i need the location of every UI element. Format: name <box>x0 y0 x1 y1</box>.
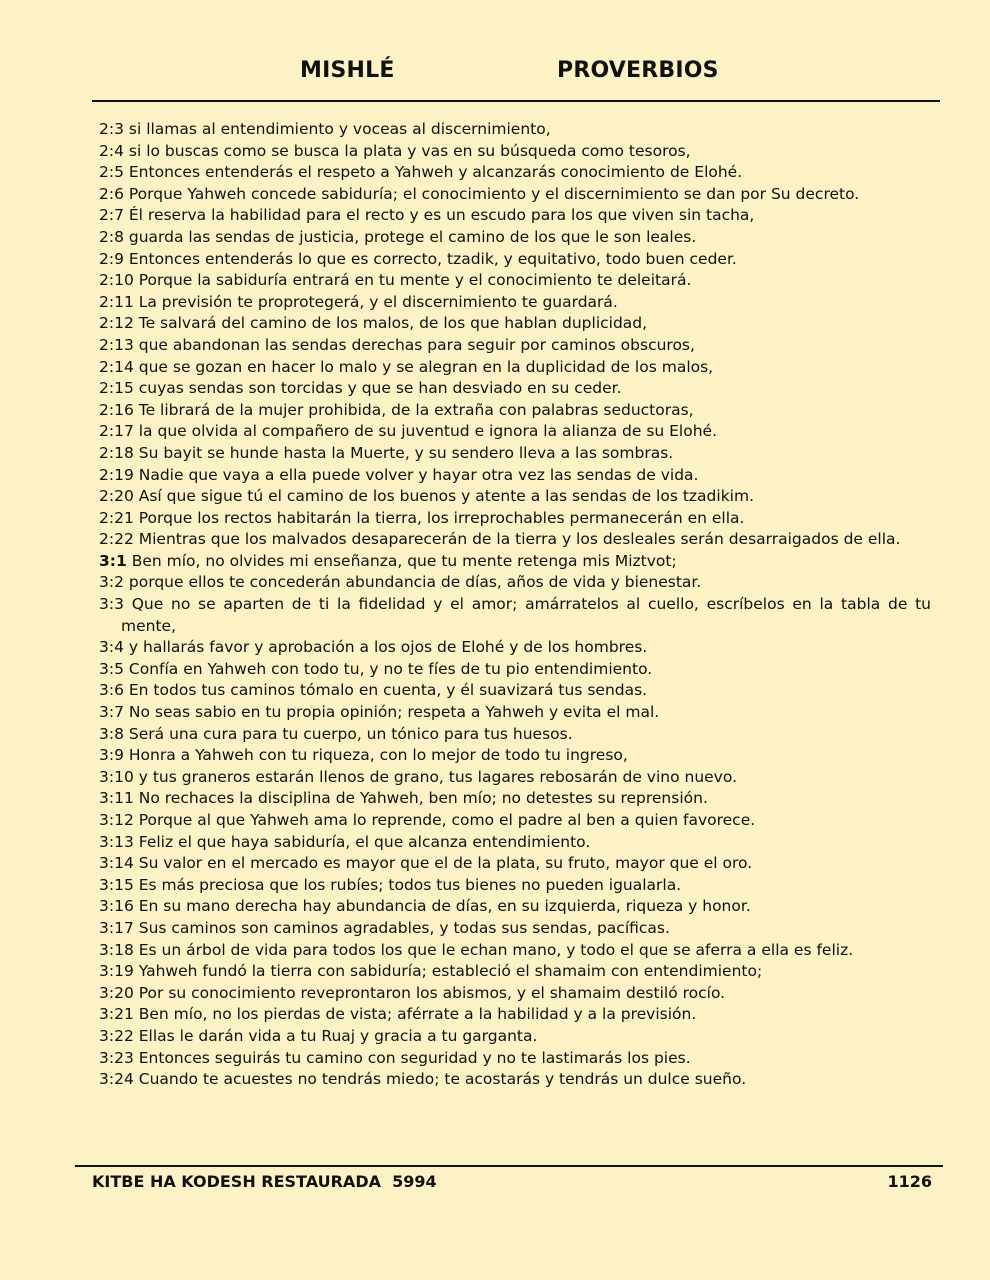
verse-text: Es un árbol de vida para todos los que le echan mano, y todo el que se aferra a ella es feliz. <box>138 940 854 959</box>
verse-text: y hallarás favor y aprobación a los ojos de Elohé y de los hombres. <box>128 638 648 657</box>
verse-ref: 2:18 <box>99 443 134 462</box>
verse-ref: 3:11 <box>99 789 134 808</box>
verse-ref: 3:17 <box>99 918 134 937</box>
verse-item <box>99 292 931 314</box>
verse-item <box>99 357 931 379</box>
verse-item <box>99 313 931 335</box>
verse-ref: 3:14 <box>99 854 134 873</box>
verse-ref: 3:15 <box>99 875 134 894</box>
verse-ref: 3:22 <box>99 1026 134 1045</box>
verse-text: Entonces entenderás lo que es correcto, tzadik, y equitativo, todo buen ceder. <box>128 249 737 268</box>
verse-text: Cuando te acuestes no tendrás miedo; te acostarás y tendrás un dulce sueño. <box>138 1070 747 1089</box>
verse-text: guarda las sendas de justicia, protege el camino de los que le son leales. <box>128 227 697 246</box>
verse-ref: 2:17 <box>99 422 134 441</box>
verse-text: Ben mío, no los pierdas de vista; aférrate a la habilidad y a la previsión. <box>138 1005 697 1024</box>
header-divider <box>92 100 940 102</box>
verse-text: Porque la sabiduría entrará en tu mente y el conocimiento te deleitará. <box>138 271 692 290</box>
verse-item <box>99 205 931 227</box>
verse-text: si lo buscas como se busca la plata y vas en su búsqueda como tesoros, <box>128 141 691 160</box>
verse-ref: 2:14 <box>99 357 134 376</box>
verse-text: Nadie que vaya a ella puede volver y hayar otra vez las sendas de vida. <box>138 465 699 484</box>
verse-text: Entonces entenderás el respeto a Yahweh y alcanzarás conocimiento de Elohé. <box>128 163 743 182</box>
verse-ref: 2:9 <box>99 249 124 268</box>
verse-ref: 3:18 <box>99 940 134 959</box>
verse-ref: 2:12 <box>99 314 134 333</box>
verse-ref: 2:11 <box>99 292 134 311</box>
verse-text: Honra a Yahweh con tu riqueza, con lo mejor de todo tu ingreso, <box>128 746 628 765</box>
verse-ref: 3:23 <box>99 1048 134 1067</box>
verse-item <box>99 832 931 854</box>
verse-ref: 3:13 <box>99 832 134 851</box>
verse-item <box>99 983 931 1005</box>
verse-text: Sus caminos son caminos agradables, y todas sus sendas, pacíficas. <box>138 918 670 937</box>
verse-item <box>99 637 931 659</box>
verse-list <box>99 119 931 1091</box>
verse-text: Porque al que Yahweh ama lo reprende, como el padre al ben a quien favorece. <box>138 811 756 829</box>
verse-text: Confía en Yahweh con todo tu, y no te fíes de tu pio entendimiento. <box>128 659 653 678</box>
verse-ref: 3:19 <box>99 962 134 981</box>
verse-ref: 3:9 <box>99 746 124 765</box>
verse-ref: 3:1 <box>99 551 127 570</box>
verse-text: cuyas sendas son torcidas y que se han desviado en su ceder. <box>138 379 622 398</box>
verse-ref: 2:21 <box>99 508 134 527</box>
verse-text: Por su conocimiento reveprontaron los abismos, y el shamaim destiló rocío. <box>138 983 726 1002</box>
verse-text: Que no se aparten de ti la fidelidad y el amor; amárratelos al cuello, escríbelos en la tabla de tu mente, <box>121 595 931 635</box>
verse-ref: 3:10 <box>99 767 134 786</box>
verse-item <box>99 421 931 443</box>
verse-text: Ellas le darán vida a tu Ruaj y gracia a tu garganta. <box>138 1026 538 1045</box>
verse-ref: 2:7 <box>99 206 124 225</box>
verse-ref: 2:19 <box>99 465 134 484</box>
verse-text: La previsión te proprotegerá, y el discernimiento te guardará. <box>138 292 618 311</box>
verse-item <box>99 1069 931 1091</box>
verse-item <box>99 378 931 400</box>
verse-item <box>99 767 931 789</box>
verse-item <box>99 659 931 681</box>
verse-text: que se gozan en hacer lo malo y se alegran en la duplicidad de los malos, <box>138 357 714 376</box>
book-title-hebrew: MISHLÉ <box>300 58 395 83</box>
book-title-spanish: PROVERBIOS <box>557 58 719 83</box>
verse-item <box>99 119 931 141</box>
verse-item <box>99 508 931 530</box>
verse-item <box>99 551 931 573</box>
footer-edition: KITBE HA KODESH RESTAURADA 5994 <box>92 1172 437 1191</box>
verse-ref: 3:12 <box>99 811 134 829</box>
verse-item <box>99 702 931 724</box>
verse-text: Su bayit se hunde hasta la Muerte, y su sendero lleva a las sombras. <box>138 443 674 462</box>
verse-text: Feliz el que haya sabiduría, el que alcanza entendimiento. <box>138 832 591 851</box>
verse-ref: 2:16 <box>99 400 134 419</box>
verse-ref: 2:6 <box>99 184 124 203</box>
verse-item <box>99 249 931 271</box>
verse-item <box>99 1004 931 1026</box>
verse-text: porque ellos te concederán abundancia de días, años de vida y bienestar. <box>128 573 702 592</box>
verse-text: Es más preciosa que los rubíes; todos tus bienes no pueden igualarla. <box>138 875 682 894</box>
verse-ref: 3:4 <box>99 638 124 657</box>
verse-ref: 3:20 <box>99 983 134 1002</box>
verse-text: No seas sabio en tu propia opinión; respeta a Yahweh y evita el mal. <box>128 703 660 722</box>
verse-ref: 3:8 <box>99 724 124 743</box>
verse-text: Él reserva la habilidad para el recto y es un escudo para los que viven sin tacha, <box>128 206 755 225</box>
verse-item <box>99 335 931 357</box>
verse-ref: 2:20 <box>99 487 134 506</box>
footer-divider <box>75 1165 943 1167</box>
verse-item <box>99 162 931 184</box>
verse-ref: 3:6 <box>99 681 124 700</box>
verse-ref: 3:21 <box>99 1005 134 1024</box>
verse-item <box>99 896 931 918</box>
verse-text: Mientras que los malvados desaparecerán de la tierra y los desleales serán desarraigados de ella. <box>138 530 901 549</box>
verse-ref: 3:7 <box>99 703 124 722</box>
verse-text: Entonces seguirás tu camino con seguridad y no te lastimarás los pies. <box>138 1048 691 1067</box>
verse-ref: 2:22 <box>99 530 134 549</box>
verse-item <box>99 270 931 292</box>
verse-ref: 2:10 <box>99 271 134 290</box>
verse-text: Yahweh fundó la tierra con sabiduría; estableció el shamaim con entendimiento; <box>138 962 763 981</box>
verse-item <box>99 141 931 163</box>
verse-item <box>99 486 931 508</box>
verse-text: En su mano derecha hay abundancia de días, en su izquierda, riqueza y honor. <box>138 897 751 916</box>
verse-ref: 3:2 <box>99 573 124 592</box>
verse-item <box>99 918 931 940</box>
verse-item <box>99 227 931 249</box>
verse-text: Será una cura para tu cuerpo, un tónico para tus huesos. <box>128 724 573 743</box>
verse-text: Su valor en el mercado es mayor que el de la plata, su fruto, mayor que el oro. <box>138 854 753 873</box>
verse-text: En todos tus caminos tómalo en cuenta, y él suavizará tus sendas. <box>128 681 648 700</box>
page-number: 1126 <box>887 1172 932 1191</box>
verse-text: si llamas al entendimiento y voceas al discernimiento, <box>128 120 551 138</box>
verse-item <box>99 572 931 594</box>
verse-ref: 3:16 <box>99 897 134 916</box>
verse-item <box>99 724 931 746</box>
verse-item <box>99 680 931 702</box>
verse-text: Porque los rectos habitarán la tierra, los irreprochables permanecerán en ella. <box>138 508 745 527</box>
verse-item <box>99 810 931 832</box>
verse-ref: 3:5 <box>99 659 124 678</box>
verse-item <box>99 184 931 206</box>
verse-ref: 2:13 <box>99 335 134 354</box>
verse-item <box>99 400 931 422</box>
verse-item <box>99 961 931 983</box>
verse-ref: 3:24 <box>99 1070 134 1089</box>
verse-ref: 2:8 <box>99 227 124 246</box>
verse-text: Así que sigue tú el camino de los buenos y atente a las sendas de los tzadikim. <box>138 487 754 506</box>
verse-text: Te librará de la mujer prohibida, de la extraña con palabras seductoras, <box>138 400 694 419</box>
verse-text: Te salvará del camino de los malos, de los que hablan duplicidad, <box>138 314 648 333</box>
verse-text: Porque Yahweh concede sabiduría; el conocimiento y el discernimiento se dan por Su decreto. <box>128 184 860 203</box>
verse-item <box>99 1026 931 1048</box>
verse-item <box>99 594 931 637</box>
verse-text: y tus graneros estarán llenos de grano, tus lagares rebosarán de vino nuevo. <box>138 767 737 786</box>
verse-item <box>99 465 931 487</box>
verse-text: Ben mío, no olvides mi enseñanza, que tu mente retenga mis Miztvot; <box>131 551 677 570</box>
verse-ref: 2:3 <box>99 120 124 138</box>
verse-item <box>99 853 931 875</box>
verse-ref: 2:5 <box>99 163 124 182</box>
verse-text: la que olvida al compañero de su juventud e ignora la alianza de su Elohé. <box>138 422 718 441</box>
verse-item <box>99 1048 931 1070</box>
page-header <box>0 58 990 92</box>
verse-text: que abandonan las sendas derechas para seguir por caminos obscuros, <box>138 335 695 354</box>
verse-item <box>99 788 931 810</box>
verse-ref: 2:4 <box>99 141 124 160</box>
verse-text: No rechaces la disciplina de Yahweh, ben mío; no detestes su reprensión. <box>138 789 708 808</box>
verse-item <box>99 745 931 767</box>
verse-item <box>99 529 931 551</box>
verse-ref: 2:15 <box>99 379 134 398</box>
verse-item <box>99 875 931 897</box>
verse-ref: 3:3 <box>99 595 124 614</box>
verse-item <box>99 940 931 962</box>
verse-item <box>99 443 931 465</box>
